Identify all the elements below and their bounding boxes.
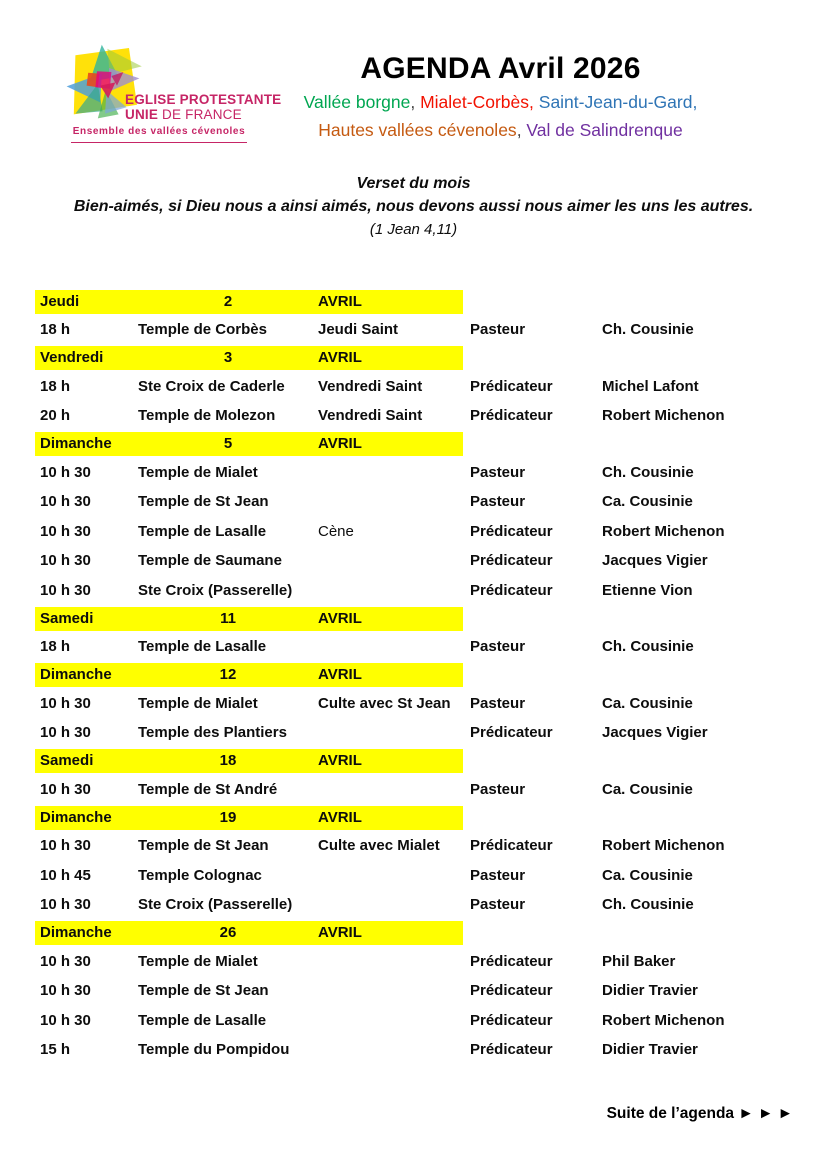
time-cell: 10 h 30 bbox=[40, 522, 91, 540]
event-row bbox=[35, 890, 792, 920]
time-cell: 10 h 30 bbox=[40, 493, 91, 511]
place-cell: Ste Croix de Caderle bbox=[138, 377, 285, 395]
role-cell: Prédicateur bbox=[470, 952, 553, 970]
place-cell: Temple de St Jean bbox=[138, 837, 269, 855]
region-label: Vallée borgne bbox=[303, 92, 411, 112]
name-cell: Robert Michenon bbox=[602, 522, 725, 540]
role-cell: Prédicateur bbox=[470, 407, 553, 425]
event-row bbox=[35, 689, 792, 719]
footer-continuation: Suite de l’agenda ► ► ► bbox=[606, 1105, 793, 1122]
header bbox=[268, 52, 733, 142]
role-cell: Pasteur bbox=[470, 493, 526, 511]
event-row bbox=[35, 517, 792, 547]
verse-heading: Verset du mois bbox=[356, 175, 471, 192]
month-cell: AVRIL bbox=[318, 290, 463, 314]
brand-underline bbox=[71, 142, 247, 143]
region-label: Val de Salindrenque bbox=[526, 120, 683, 140]
page-title: AGENDA Avril 2026 bbox=[360, 52, 641, 85]
month-cell: AVRIL bbox=[318, 663, 463, 687]
event-row bbox=[35, 576, 792, 606]
region-label: Mialet-Corbès bbox=[420, 92, 530, 112]
time-cell: 18 h bbox=[40, 321, 71, 339]
church-logo bbox=[55, 38, 282, 153]
day-header-row bbox=[35, 748, 792, 775]
place-cell: Temple de Lasalle bbox=[138, 522, 267, 540]
month-cell: AVRIL bbox=[318, 806, 463, 830]
role-cell: Pasteur bbox=[470, 694, 526, 712]
regions-line2 bbox=[268, 119, 733, 142]
role-cell: Pasteur bbox=[470, 321, 526, 339]
time-cell: 10 h 30 bbox=[40, 780, 91, 798]
time-cell: 10 h 30 bbox=[40, 896, 91, 914]
place-cell: Temple de Mialet bbox=[138, 694, 258, 712]
time-cell: 10 h 30 bbox=[40, 694, 91, 712]
role-cell: Prédicateur bbox=[470, 837, 553, 855]
region-label: , bbox=[529, 92, 539, 112]
name-cell: Ch. Cousinie bbox=[602, 463, 694, 481]
time-cell: 10 h 30 bbox=[40, 1011, 91, 1029]
place-cell: Temple de St Jean bbox=[138, 493, 269, 511]
time-cell: 10 h 30 bbox=[40, 463, 91, 481]
event-row bbox=[35, 1006, 792, 1036]
place-cell: Temple de St André bbox=[138, 780, 278, 798]
day-cell: Dimanche bbox=[35, 806, 138, 830]
place-cell: Temple des Plantiers bbox=[138, 724, 287, 742]
day-header-row bbox=[35, 288, 792, 315]
event-row bbox=[35, 861, 792, 891]
month-cell: AVRIL bbox=[318, 749, 463, 773]
name-cell: Phil Baker bbox=[602, 952, 676, 970]
name-cell: Ca. Cousinie bbox=[602, 780, 693, 798]
regions-line1 bbox=[268, 91, 733, 114]
date-cell: 3 bbox=[138, 346, 318, 370]
name-cell: Didier Travier bbox=[602, 982, 698, 1000]
event-row bbox=[35, 632, 792, 662]
name-cell: Ch. Cousinie bbox=[602, 321, 694, 339]
place-cell: Temple de Saumane bbox=[138, 552, 282, 570]
role-cell: Prédicateur bbox=[470, 581, 553, 599]
time-cell: 20 h bbox=[40, 407, 71, 425]
event-row bbox=[35, 458, 792, 488]
event-row bbox=[35, 775, 792, 805]
note-cell: Culte avec Mialet bbox=[318, 837, 440, 855]
region-label: , bbox=[692, 92, 698, 112]
name-cell: Michel Lafont bbox=[602, 377, 699, 395]
name-cell: Ca. Cousinie bbox=[602, 866, 693, 884]
day-header-row bbox=[35, 920, 792, 947]
month-cell: AVRIL bbox=[318, 607, 463, 631]
day-cell: Samedi bbox=[35, 749, 138, 773]
time-cell: 10 h 30 bbox=[40, 982, 91, 1000]
day-cell: Dimanche bbox=[35, 432, 138, 456]
place-cell: Temple du Pompidou bbox=[138, 1041, 290, 1059]
time-cell: 10 h 45 bbox=[40, 866, 91, 884]
date-cell: 19 bbox=[138, 806, 318, 830]
region-label: , bbox=[516, 120, 527, 140]
time-cell: 10 h 30 bbox=[40, 581, 91, 599]
place-cell: Temple de Lasalle bbox=[138, 638, 267, 656]
brand-name-de-france: DE FRANCE bbox=[162, 107, 242, 122]
role-cell: Pasteur bbox=[470, 638, 526, 656]
event-row bbox=[35, 976, 792, 1006]
verse-of-the-month bbox=[0, 172, 827, 241]
day-header-row bbox=[35, 605, 792, 632]
role-cell: Pasteur bbox=[470, 896, 526, 914]
event-row bbox=[35, 315, 792, 345]
day-header-row bbox=[35, 431, 792, 458]
note-cell: Vendredi Saint bbox=[318, 377, 423, 395]
note-cell: Jeudi Saint bbox=[318, 321, 399, 339]
agenda-table bbox=[35, 288, 792, 1065]
place-cell: Ste Croix (Passerelle) bbox=[138, 896, 293, 914]
date-cell: 26 bbox=[138, 921, 318, 945]
day-cell: Dimanche bbox=[35, 663, 138, 687]
note-cell: Culte avec St Jean bbox=[318, 694, 451, 712]
event-row bbox=[35, 947, 792, 977]
day-header-row bbox=[35, 345, 792, 372]
role-cell: Prédicateur bbox=[470, 552, 553, 570]
role-cell: Prédicateur bbox=[470, 982, 553, 1000]
name-cell: Ca. Cousinie bbox=[602, 694, 693, 712]
date-cell: 11 bbox=[138, 607, 318, 631]
time-cell: 10 h 30 bbox=[40, 837, 91, 855]
date-cell: 18 bbox=[138, 749, 318, 773]
event-row bbox=[35, 1035, 792, 1065]
event-row bbox=[35, 372, 792, 402]
day-header-row bbox=[35, 662, 792, 689]
note-cell: Cène bbox=[318, 522, 354, 540]
note-cell: Vendredi Saint bbox=[318, 407, 423, 425]
role-cell: Prédicateur bbox=[470, 1041, 553, 1059]
date-cell: 2 bbox=[138, 290, 318, 314]
month-cell: AVRIL bbox=[318, 432, 463, 456]
day-cell: Jeudi bbox=[35, 290, 138, 314]
place-cell: Temple de Mialet bbox=[138, 952, 258, 970]
time-cell: 10 h 30 bbox=[40, 724, 91, 742]
name-cell: Robert Michenon bbox=[602, 407, 725, 425]
place-cell: Temple Colognac bbox=[138, 866, 262, 884]
place-cell: Ste Croix (Passerelle) bbox=[138, 581, 293, 599]
day-header-row bbox=[35, 804, 792, 831]
name-cell: Didier Travier bbox=[602, 1041, 698, 1059]
time-cell: 18 h bbox=[40, 377, 71, 395]
name-cell: Jacques Vigier bbox=[602, 724, 708, 742]
role-cell: Prédicateur bbox=[470, 724, 553, 742]
region-label: Hautes vallées cévenoles bbox=[318, 120, 517, 140]
role-cell: Prédicateur bbox=[470, 1011, 553, 1029]
name-cell: Robert Michenon bbox=[602, 837, 725, 855]
month-cell: AVRIL bbox=[318, 346, 463, 370]
role-cell: Prédicateur bbox=[470, 522, 553, 540]
role-cell: Pasteur bbox=[470, 780, 526, 798]
event-row bbox=[35, 831, 792, 861]
place-cell: Temple de Corbès bbox=[138, 321, 267, 339]
name-cell: Ch. Cousinie bbox=[602, 896, 694, 914]
day-cell: Dimanche bbox=[35, 921, 138, 945]
name-cell: Etienne Vion bbox=[602, 581, 693, 599]
name-cell: Jacques Vigier bbox=[602, 552, 708, 570]
role-cell: Prédicateur bbox=[470, 377, 553, 395]
date-cell: 5 bbox=[138, 432, 318, 456]
event-row bbox=[35, 718, 792, 748]
time-cell: 18 h bbox=[40, 638, 71, 656]
date-cell: 12 bbox=[138, 663, 318, 687]
role-cell: Pasteur bbox=[470, 866, 526, 884]
brand-subtitle: Ensemble des vallées cévenoles bbox=[72, 126, 246, 137]
time-cell: 15 h bbox=[40, 1041, 71, 1059]
place-cell: Temple de St Jean bbox=[138, 982, 269, 1000]
region-label: , bbox=[410, 92, 421, 112]
time-cell: 10 h 30 bbox=[40, 952, 91, 970]
place-cell: Temple de Lasalle bbox=[138, 1011, 267, 1029]
brand-name-line1: EGLISE PROTESTANTE bbox=[125, 92, 282, 107]
verse-text: Bien-aimés, si Dieu nous a ainsi aimés, nous devons aussi nous aimer les uns les autres. bbox=[73, 198, 754, 215]
event-row bbox=[35, 546, 792, 576]
name-cell: Robert Michenon bbox=[602, 1011, 725, 1029]
place-cell: Temple de Molezon bbox=[138, 407, 276, 425]
event-row bbox=[35, 401, 792, 431]
month-cell: AVRIL bbox=[318, 921, 463, 945]
brand-name-unie: UNIE bbox=[125, 107, 159, 122]
name-cell: Ch. Cousinie bbox=[602, 638, 694, 656]
event-row bbox=[35, 487, 792, 517]
region-label: Saint-Jean-du-Gard bbox=[538, 92, 693, 112]
brand-name-line2 bbox=[125, 107, 242, 122]
day-cell: Vendredi bbox=[35, 346, 138, 370]
day-cell: Samedi bbox=[35, 607, 138, 631]
place-cell: Temple de Mialet bbox=[138, 463, 258, 481]
name-cell: Ca. Cousinie bbox=[602, 493, 693, 511]
verse-reference: (1 Jean 4,11) bbox=[369, 221, 458, 238]
role-cell: Pasteur bbox=[470, 463, 526, 481]
time-cell: 10 h 30 bbox=[40, 552, 91, 570]
